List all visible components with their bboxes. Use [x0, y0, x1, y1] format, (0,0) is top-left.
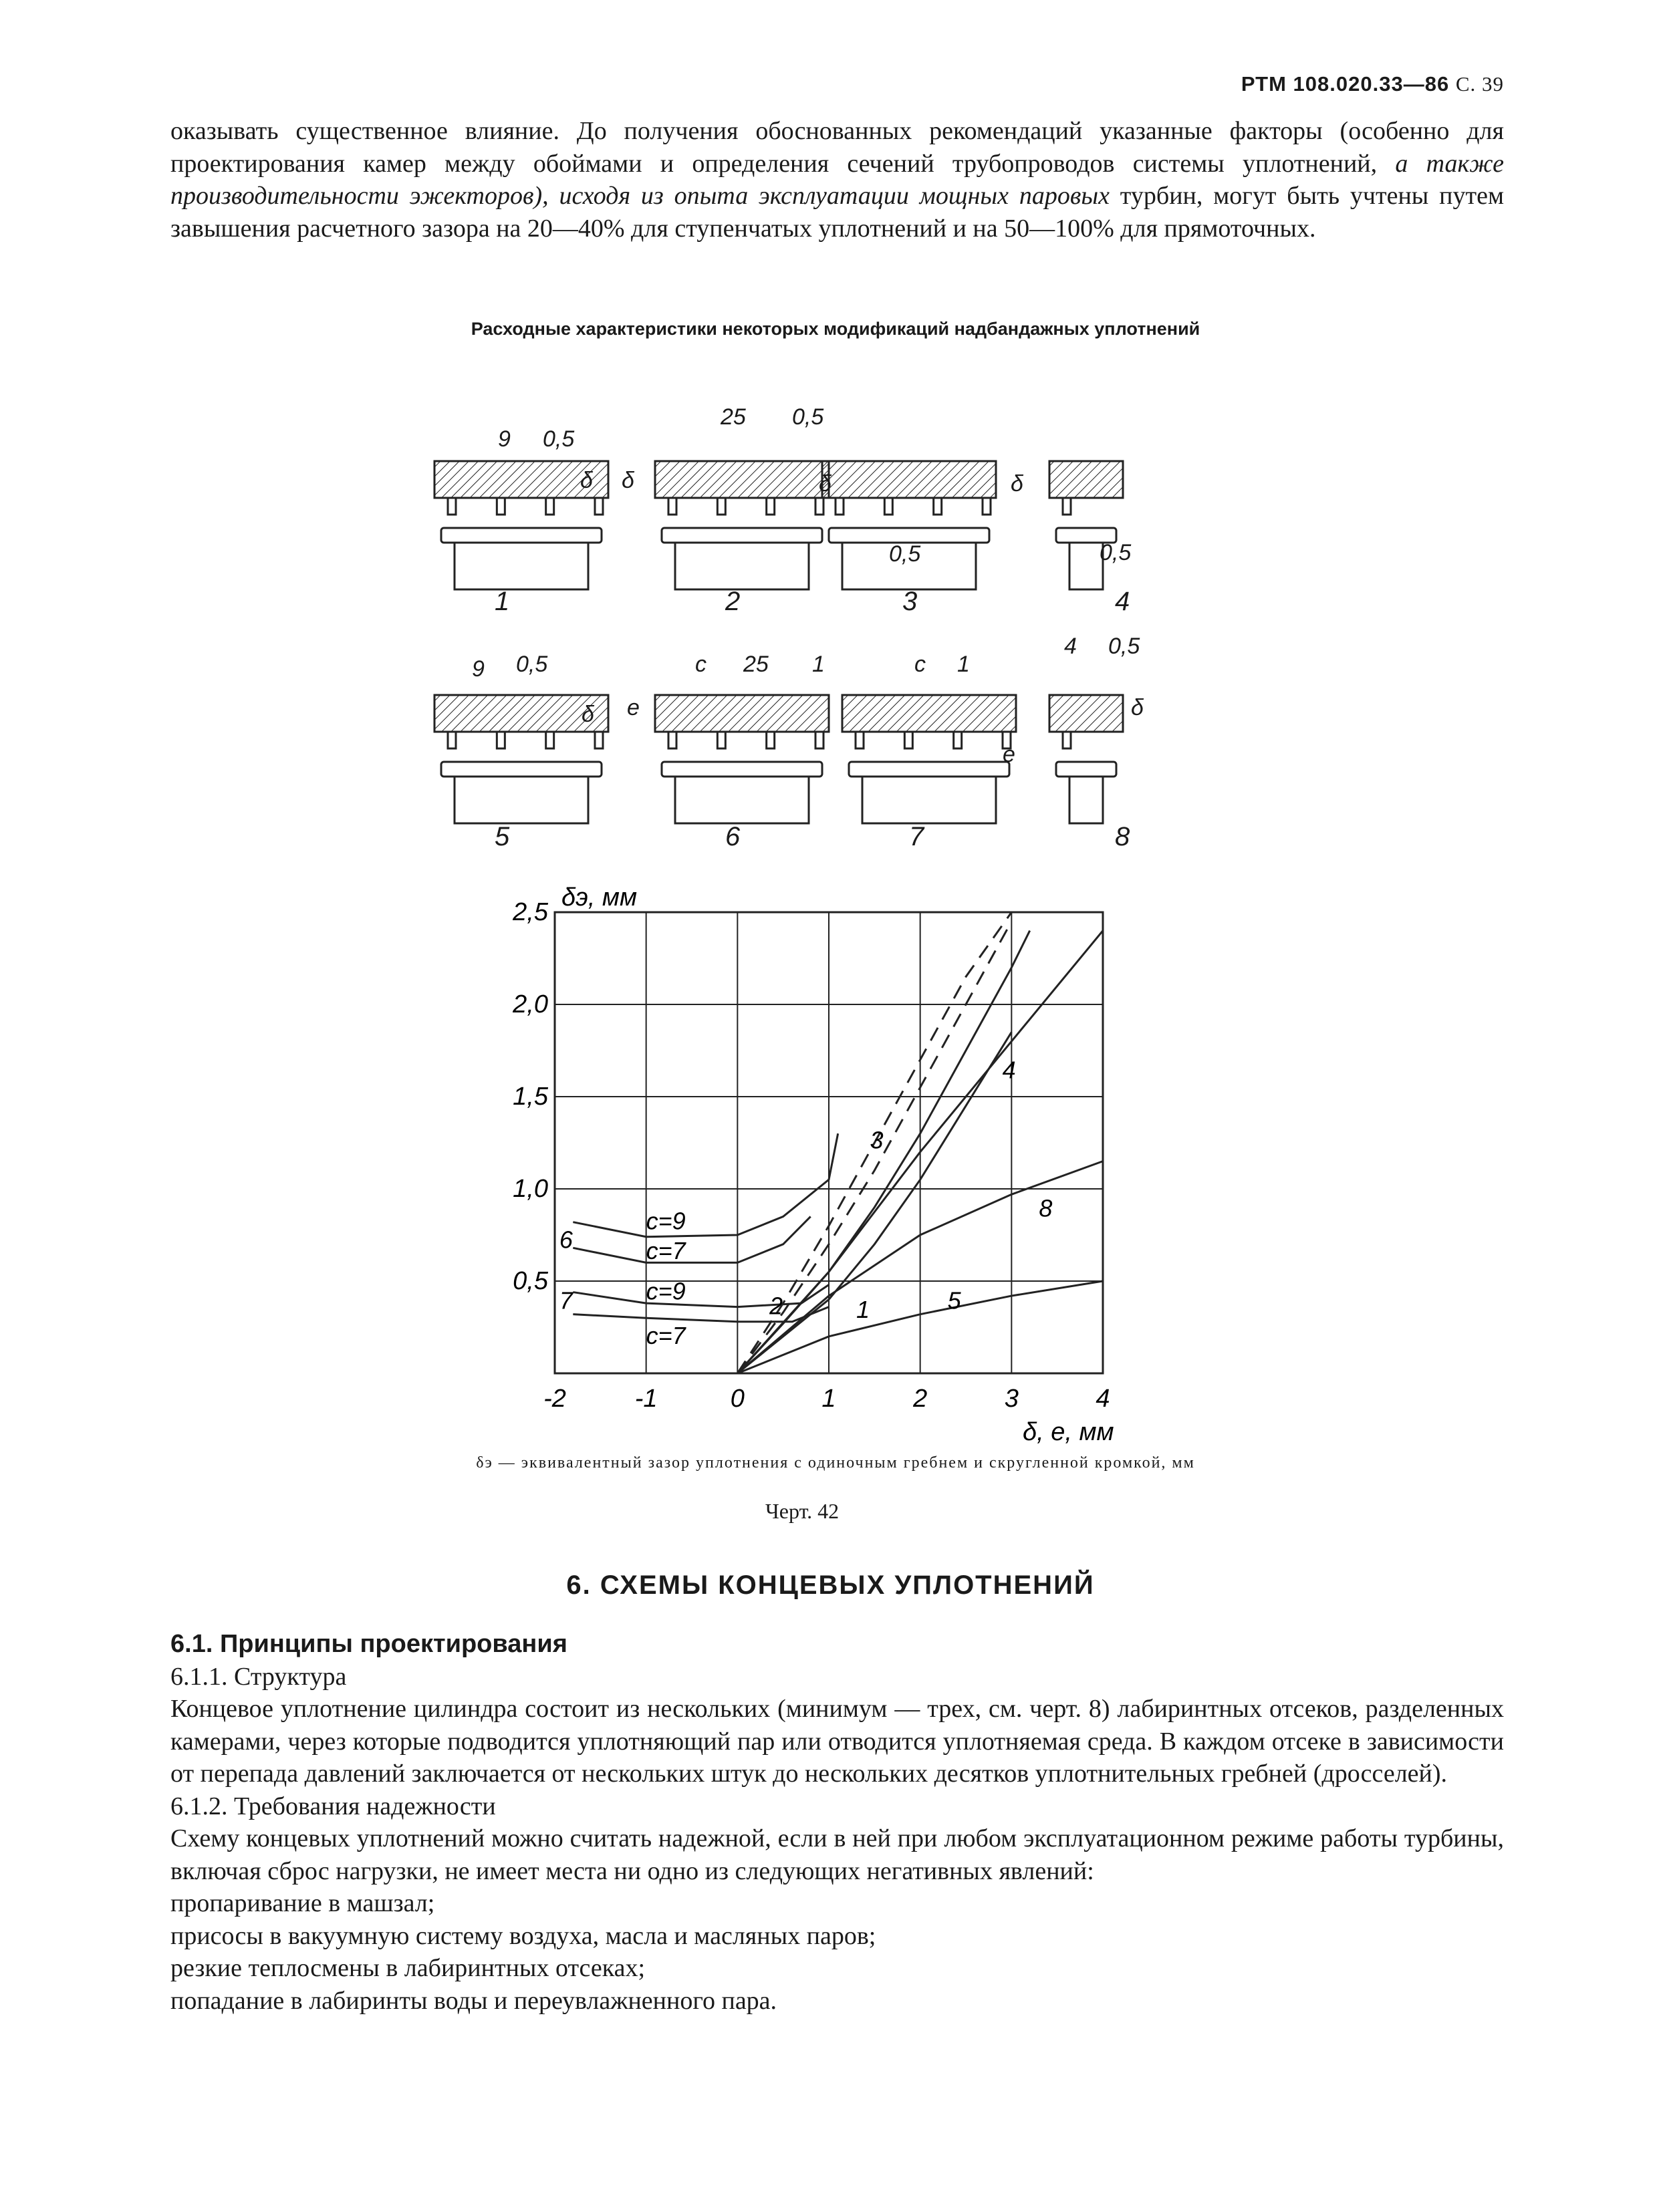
seal-drawing: [428, 454, 642, 595]
curve-label: с=9: [646, 1207, 686, 1235]
section-body: [170, 1628, 1504, 2017]
dim-label: 9: [498, 426, 511, 452]
dim-label: δ: [622, 468, 634, 493]
seal-drawing: [836, 688, 1049, 829]
curve-label: с=7: [646, 1321, 686, 1349]
doc-code: РТМ 108.020.33—86: [1241, 72, 1450, 96]
list-item: пропаривание в машзал;: [170, 1889, 435, 1917]
curve-label: 5: [947, 1286, 961, 1315]
curve-label: 8: [1039, 1194, 1053, 1222]
x-tick-label: 3: [1004, 1385, 1019, 1413]
x-tick-label: 1: [821, 1385, 836, 1413]
curve-label: 4: [1002, 1056, 1016, 1084]
figure-caption: δэ — эквивалентный зазор уплотнения с одиночным гребнем и скругленной кромкой, мм: [476, 1454, 1195, 1472]
dim-label: 0,5: [1100, 540, 1132, 565]
seal-number-3: 3: [902, 587, 918, 616]
series-line: [573, 1216, 810, 1262]
x-tick-label: 4: [1096, 1385, 1110, 1413]
dim-label: δ: [580, 468, 593, 493]
x-axis-label: δ, е, мм: [1023, 1418, 1114, 1446]
dim-label: δ: [1131, 695, 1144, 720]
dim-label: 0,5: [1108, 634, 1140, 659]
y-tick-label: 1,5: [513, 1083, 548, 1111]
curve-label: 2: [769, 1292, 783, 1320]
curve-label: 1: [856, 1296, 870, 1324]
seal-drawing: [1023, 688, 1237, 829]
series-line: [573, 1133, 838, 1237]
x-tick-label: -2: [543, 1385, 566, 1413]
curve-label: с=7: [646, 1236, 686, 1264]
intro-text-2: а также производительности эжекторов), исходя из опыта эксплуатации мощных паровых: [170, 149, 1504, 210]
dim-label: е: [1003, 742, 1015, 767]
subsection-heading: 6.1.2. Требования надежности: [170, 1792, 496, 1820]
curve-label: 3: [870, 1126, 884, 1154]
y-tick-label: 1,0: [513, 1175, 548, 1203]
x-tick-label: -1: [634, 1385, 658, 1413]
curve-label: 6: [559, 1226, 573, 1254]
seal-number-5: 5: [495, 822, 510, 851]
figure-number: Черт. 42: [765, 1499, 840, 1523]
intro-text-3: турбин, могут быть учтены путем завышения расчетного зазора на 20—40% для ступенчатых уплотнений и на 50—100% для прямоточных.: [170, 182, 1504, 243]
seal-drawing: [648, 688, 862, 829]
seal-number-8: 8: [1115, 822, 1130, 851]
dim-label: с: [914, 652, 926, 677]
y-tick-label: 2,5: [513, 898, 548, 926]
figure-title: Расходные характеристики некоторых модификаций надбандажных уплотнений: [471, 319, 1200, 339]
dim-label: 4: [1064, 634, 1077, 659]
seal-number-2: 2: [725, 587, 741, 616]
dim-label: 1: [812, 652, 825, 677]
curve-label: 7: [559, 1286, 573, 1315]
y-axis-label: δэ, мм: [561, 883, 638, 912]
dim-label: с: [695, 652, 707, 677]
paragraph: Концевое уплотнение цилиндра состоит из нескольких (минимум — трех, см. черт. 8) лабиринтных отсеков, разделенных камерами, через которые подводится уплотняющий пар или отводится уплотняемая среда. В каждом отсеке в зависимости от перепада давлений заключается от нескольких штук до нескольких десятков уплотнительных гребней (дросселей).: [170, 1695, 1504, 1788]
dim-label: 1: [957, 652, 970, 677]
x-tick-label: 2: [913, 1385, 928, 1413]
dim-label: 25: [721, 404, 746, 430]
dim-label: 0,5: [889, 541, 921, 567]
subsection-heading: 6.1.1. Структура: [170, 1662, 347, 1691]
seal-drawing: [815, 454, 1029, 595]
dim-label: δ: [819, 471, 832, 497]
dim-label: е: [627, 695, 640, 720]
intro-paragraph: [170, 115, 1504, 245]
paragraph: Схему концевых уплотнений можно считать надежной, если в ней при любом эксплуатационном режиме работы турбины, включая сброс нагрузки, не имеет места ни одно из следующих негативных явлений:: [170, 1824, 1504, 1885]
page-header: [1241, 72, 1504, 96]
section-title: 6. СХЕМЫ КОНЦЕВЫХ УПЛОТНЕНИЙ: [566, 1570, 1095, 1600]
seal-drawing: [1023, 454, 1237, 595]
dim-label: 0,5: [543, 426, 575, 452]
list-item: резкие теплосмены в лабиринтных отсеках;: [170, 1954, 646, 1982]
dim-label: δ: [582, 702, 594, 727]
list-item: попадание в лабиринты воды и переувлажненного пара.: [170, 1986, 777, 2015]
dim-label: 0,5: [516, 652, 548, 677]
dim-label: δ: [1011, 471, 1023, 497]
series-line: [573, 1285, 829, 1307]
seal-number-7: 7: [909, 822, 924, 851]
x-tick-label: 0: [730, 1385, 745, 1413]
seal-drawing: [428, 688, 642, 829]
page-number: С. 39: [1455, 72, 1504, 96]
list-item: присосы в вакуумную систему воздуха, масла и масляных паров;: [170, 1921, 876, 1950]
dim-label: 25: [743, 652, 769, 677]
subsection-heading: 6.1. Принципы проектирования: [170, 1630, 567, 1658]
dim-label: 9: [472, 656, 485, 682]
dim-label: 0,5: [792, 404, 824, 430]
flow-characteristics-chart: [508, 875, 1163, 1446]
seal-number-4: 4: [1115, 587, 1130, 616]
y-tick-label: 0,5: [513, 1267, 548, 1295]
y-tick-label: 2,0: [513, 990, 548, 1018]
seal-number-1: 1: [495, 587, 510, 616]
seal-number-6: 6: [725, 822, 741, 851]
intro-text-1: оказывать существенное влияние. До получения обоснованных рекомендаций указанные факторы (особенно для проектирования камер между обоймами и определения сечений трубопроводов системы уплотнений,: [170, 117, 1504, 178]
curve-label: с=9: [646, 1277, 686, 1305]
